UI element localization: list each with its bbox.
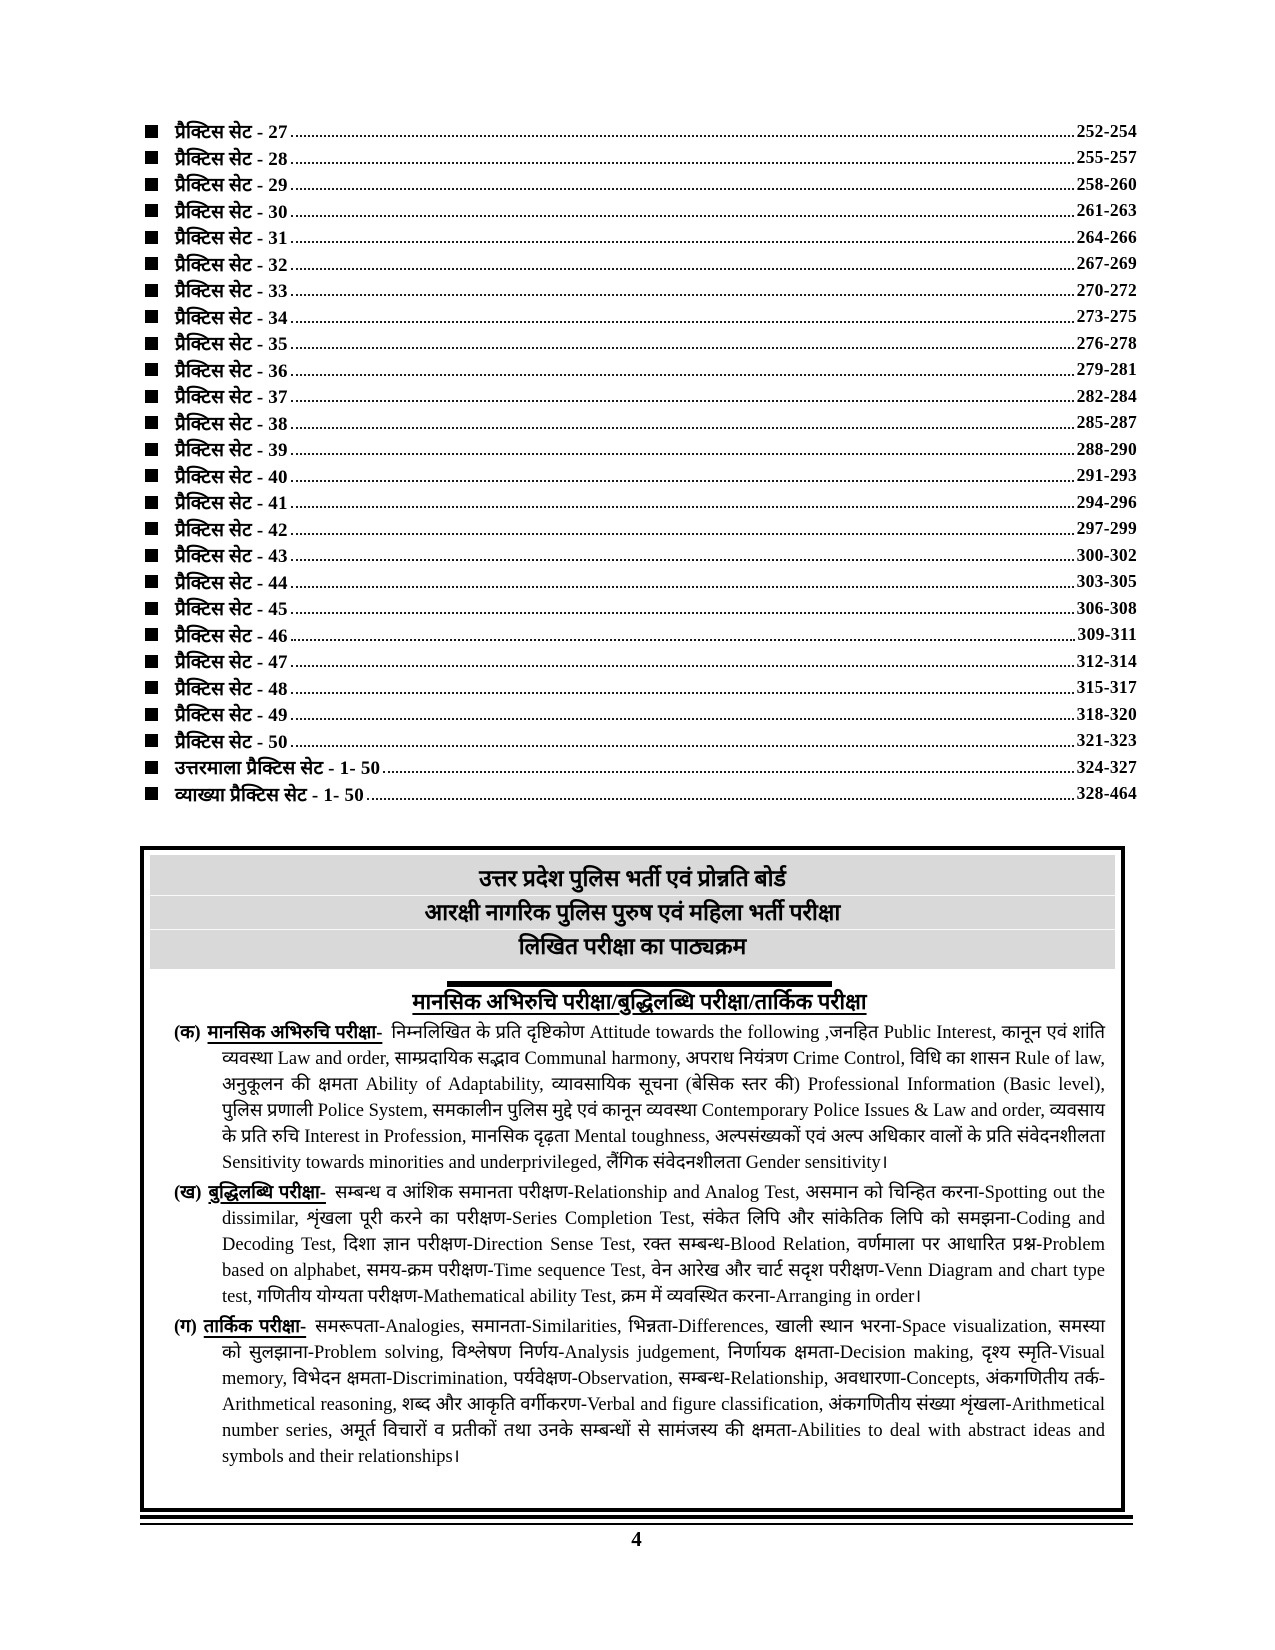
table-of-contents <box>145 118 1137 807</box>
square-bullet-icon <box>145 549 158 562</box>
dot-leader <box>291 453 1074 455</box>
paragraph-body: निम्नलिखित के प्रति दृष्टिकोण Attitude towards the following ,जनहित Public Interest, कानून एवं शांति व्यवस्था Law and order, साम्प्रदायिक सद्भाव Communal harmony, अपराध नियंत्रण Crime Control, विधि का शासन Rule of law, अनुकूलन की क्षमता Ability of Adaptability, व्यावसायिक सूचना (बेसिक स्तर की) Professional Information (Basic level), पुलिस प्रणाली Police System, समकालीन पुलिस मुद्दे एवं कानून व्यवस्था Contemporary Police Issues & Law and order, व्यवसाय के प्रति रुचि Interest in Profession, मानसिक दृढ़ता Mental toughness, अल्पसंख्यकों एवं अल्प अधिकार वालों के प्रति संवेदनशीलता Sensitivity towards minorities and underprivileged, लैंगिक संवेदनशीलता Gender sensitivity। <box>222 1023 1105 1173</box>
dot-leader <box>291 745 1074 747</box>
toc-entry-label: प्रैक्टिस सेट - 40 <box>175 466 288 488</box>
square-bullet-icon <box>145 708 158 721</box>
toc-entry-label: प्रैक्टिस सेट - 47 <box>175 652 288 674</box>
toc-entry-pages: 312-314 <box>1076 650 1137 671</box>
square-bullet-icon <box>145 337 158 350</box>
paragraph-lead: मानसिक अभिरुचि परीक्षा- <box>207 1023 383 1043</box>
square-bullet-icon <box>145 602 158 615</box>
dot-leader <box>291 612 1074 614</box>
toc-entry-label: प्रैक्टिस सेट - 31 <box>175 228 288 250</box>
toc-row <box>145 436 1137 463</box>
dot-leader <box>291 533 1074 535</box>
toc-row <box>145 542 1137 569</box>
toc-entry-label: प्रैक्टिस सेट - 35 <box>175 334 288 356</box>
dot-leader <box>291 718 1074 720</box>
dot-leader <box>291 586 1074 588</box>
toc-row <box>145 171 1137 198</box>
syllabus-subtitle: लिखित परीक्षा का पाठ्यक्रम <box>518 934 747 959</box>
section-heading: मानसिक अभिरुचि परीक्षा/बुद्धिलब्धि परीक्षा/तार्किक परीक्षा <box>412 989 867 1014</box>
toc-entry-pages: 288-290 <box>1076 438 1137 459</box>
toc-entry-pages: 294-296 <box>1076 491 1137 512</box>
toc-entry-label: प्रैक्टिस सेट - 27 <box>175 122 288 144</box>
dot-leader <box>291 294 1074 296</box>
toc-entry-label: प्रैक्टिस सेट - 46 <box>175 625 288 647</box>
dot-leader <box>291 506 1074 508</box>
board-title: उत्तर प्रदेश पुलिस भर्ती एवं प्रोन्नति बोर्ड <box>150 862 1115 896</box>
paragraph-body: समरूपता-Analogies, समानता-Similarities, भिन्नता-Differences, खाली स्थान भरना-Space visualization, समस्या को सुलझाना-Problem solving, विश्लेषण निर्णय-Analysis judgement, निर्णायक क्षमता-Decision making, दृश्य स्मृति-Visual memory, विभेदन क्षमता-Discrimination, पर्यवेक्षण-Observation, सम्बन्ध-Relationship, अवधारणा-Concepts, अंकगणितीय तर्क-Arithmetical reasoning, शब्द और आकृति वर्गीकरण-Verbal and figure classification, अंकगणितीय संख्या शृंखला-Arithmetical number series, अमूर्त विचारों व प्रतीकों तथा उनके सम्बन्धों से सामंजस्य की क्षमता-Abilities to deal with abstract ideas and symbols and their relationships। <box>222 1317 1105 1467</box>
exam-title: आरक्षी नागरिक पुलिस पुरुष एवं महिला भर्ती परीक्षा <box>150 896 1115 930</box>
toc-entry-pages: 279-281 <box>1076 359 1137 380</box>
toc-entry-pages: 303-305 <box>1076 571 1137 592</box>
dot-leader <box>291 188 1074 190</box>
toc-entry-label: प्रैक्टिस सेट - 42 <box>175 519 288 541</box>
toc-entry-pages: 315-317 <box>1076 677 1137 698</box>
toc-entry-pages: 328-464 <box>1076 783 1137 804</box>
toc-row <box>145 489 1137 516</box>
toc-entry-pages: 291-293 <box>1076 465 1137 486</box>
toc-entry-label: प्रैक्टिस सेट - 29 <box>175 175 288 197</box>
dot-leader <box>291 480 1074 482</box>
toc-entry-label: प्रैक्टिस सेट - 36 <box>175 360 288 382</box>
toc-entry-label: प्रैक्टिस सेट - 37 <box>175 387 288 409</box>
square-bullet-icon <box>145 469 158 482</box>
divider-bar <box>447 981 832 987</box>
toc-entry-pages: 267-269 <box>1076 253 1137 274</box>
toc-row <box>145 145 1137 172</box>
toc-entry-pages: 276-278 <box>1076 332 1137 353</box>
toc-row <box>145 277 1137 304</box>
dot-leader <box>291 268 1074 270</box>
toc-entry-label: प्रैक्टिस सेट - 41 <box>175 493 288 515</box>
toc-entry-pages: 255-257 <box>1076 147 1137 168</box>
square-bullet-icon <box>145 257 158 270</box>
square-bullet-icon <box>145 575 158 588</box>
square-bullet-icon <box>145 443 158 456</box>
toc-entry-label: प्रैक्टिस सेट - 39 <box>175 440 288 462</box>
syllabus-body <box>144 981 1121 1470</box>
footer-rule <box>140 1515 1133 1525</box>
toc-entry-label: प्रैक्टिस सेट - 34 <box>175 307 288 329</box>
toc-entry-pages: 318-320 <box>1076 703 1137 724</box>
square-bullet-icon <box>145 178 158 191</box>
toc-entry-pages: 309-311 <box>1077 624 1137 645</box>
toc-row <box>145 516 1137 543</box>
square-bullet-icon <box>145 681 158 694</box>
toc-entry-pages: 282-284 <box>1076 385 1137 406</box>
syllabus-paragraph-ka <box>174 1020 1105 1176</box>
square-bullet-icon <box>145 310 158 323</box>
dot-leader <box>291 639 1075 641</box>
paragraph-label: (ग) <box>174 1317 197 1337</box>
toc-entry-label: प्रैक्टिस सेट - 44 <box>175 572 288 594</box>
square-bullet-icon <box>145 628 158 641</box>
toc-entry-pages: 270-272 <box>1076 279 1137 300</box>
dot-leader <box>291 400 1074 402</box>
toc-row <box>145 330 1137 357</box>
dot-leader <box>291 241 1074 243</box>
toc-entry-label: व्याख्या प्रैक्टिस सेट - 1- 50 <box>175 784 364 806</box>
syllabus-box <box>140 846 1125 1512</box>
toc-entry-pages: 252-254 <box>1076 120 1137 141</box>
toc-row <box>145 463 1137 490</box>
toc-row <box>145 675 1137 702</box>
toc-entry-label: प्रैक्टिस सेट - 38 <box>175 413 288 435</box>
toc-row <box>145 595 1137 622</box>
toc-entry-label: प्रैक्टिस सेट - 45 <box>175 599 288 621</box>
dot-leader <box>291 162 1074 164</box>
paragraph-body: सम्बन्ध व आंशिक समानता परीक्षण-Relationship and Analog Test, असमान को चिन्हित करना-Spotting out the dissimilar, शृंखला पूरी करने का परीक्षण-Series Completion Test, संकेत लिपि और सांकेतिक लिपि को समझना-Coding and Decoding Test, दिशा ज्ञान परीक्षण-Direction Sense Test, रक्त सम्बन्ध-Blood Relation, वर्णमाला पर आधारित प्रश्न-Problem based on alphabet, समय-क्रम परीक्षण-Time sequence Test, वेन आरेख और चार्ट सदृश परीक्षण-Venn Diagram and chart type test, गणितीय योग्यता परीक्षण-Mathematical ability Test, क्रम में व्यवस्थित करना-Arranging in order। <box>222 1183 1105 1307</box>
square-bullet-icon <box>145 390 158 403</box>
paragraph-label: (ख) <box>174 1183 202 1203</box>
toc-entry-label: प्रैक्टिस सेट - 28 <box>175 148 288 170</box>
toc-row <box>145 198 1137 225</box>
toc-row <box>145 569 1137 596</box>
syllabus-header <box>150 855 1115 969</box>
square-bullet-icon <box>145 231 158 244</box>
paragraph-lead: तार्किक परीक्षा- <box>203 1317 307 1337</box>
paragraph-lead: बुद्धिलब्धि परीक्षा- <box>208 1183 326 1203</box>
toc-entry-pages: 297-299 <box>1076 518 1137 539</box>
dot-leader <box>291 559 1074 561</box>
dot-leader <box>291 665 1074 667</box>
square-bullet-icon <box>145 204 158 217</box>
toc-entry-label: प्रैक्टिस सेट - 43 <box>175 546 288 568</box>
square-bullet-icon <box>145 734 158 747</box>
toc-row <box>145 410 1137 437</box>
toc-entry-pages: 321-323 <box>1076 730 1137 751</box>
dot-leader <box>383 771 1073 773</box>
toc-entry-label: प्रैक्टिस सेट - 48 <box>175 678 288 700</box>
square-bullet-icon <box>145 787 158 800</box>
toc-row <box>145 251 1137 278</box>
toc-entry-pages: 285-287 <box>1076 412 1137 433</box>
toc-entry-pages: 261-263 <box>1076 200 1137 221</box>
paragraph-label: (क) <box>174 1023 201 1043</box>
dot-leader <box>291 427 1074 429</box>
toc-entry-label: प्रैक्टिस सेट - 33 <box>175 281 288 303</box>
toc-row <box>145 622 1137 649</box>
square-bullet-icon <box>145 761 158 774</box>
toc-entry-label: प्रैक्टिस सेट - 32 <box>175 254 288 276</box>
toc-entry-pages: 258-260 <box>1076 173 1137 194</box>
toc-entry-pages: 324-327 <box>1076 756 1137 777</box>
square-bullet-icon <box>145 151 158 164</box>
dot-leader <box>291 374 1074 376</box>
dot-leader <box>291 215 1074 217</box>
dot-leader <box>291 347 1074 349</box>
toc-row <box>145 754 1137 781</box>
square-bullet-icon <box>145 496 158 509</box>
square-bullet-icon <box>145 416 158 429</box>
toc-entry-pages: 300-302 <box>1076 544 1137 565</box>
toc-row <box>145 357 1137 384</box>
square-bullet-icon <box>145 363 158 376</box>
toc-row <box>145 648 1137 675</box>
toc-row <box>145 118 1137 145</box>
syllabus-paragraph-ga <box>174 1314 1105 1470</box>
syllabus-paragraph-kha <box>174 1180 1105 1310</box>
toc-row <box>145 728 1137 755</box>
toc-row <box>145 781 1137 808</box>
toc-row <box>145 304 1137 331</box>
toc-row <box>145 224 1137 251</box>
square-bullet-icon <box>145 284 158 297</box>
toc-row <box>145 383 1137 410</box>
toc-entry-label: प्रैक्टिस सेट - 49 <box>175 705 288 727</box>
dot-leader <box>291 321 1074 323</box>
toc-entry-label: प्रैक्टिस सेट - 50 <box>175 731 288 753</box>
toc-entry-label: प्रैक्टिस सेट - 30 <box>175 201 288 223</box>
dot-leader <box>291 692 1074 694</box>
square-bullet-icon <box>145 522 158 535</box>
toc-entry-label: उत्तरमाला प्रैक्टिस सेट - 1- 50 <box>175 758 381 780</box>
dot-leader <box>367 798 1074 800</box>
square-bullet-icon <box>145 125 158 138</box>
toc-row <box>145 701 1137 728</box>
toc-entry-pages: 306-308 <box>1076 597 1137 618</box>
toc-entry-pages: 273-275 <box>1076 306 1137 327</box>
toc-entry-pages: 264-266 <box>1076 226 1137 247</box>
page-number: 4 <box>631 1527 642 1551</box>
square-bullet-icon <box>145 655 158 668</box>
dot-leader <box>291 135 1074 137</box>
